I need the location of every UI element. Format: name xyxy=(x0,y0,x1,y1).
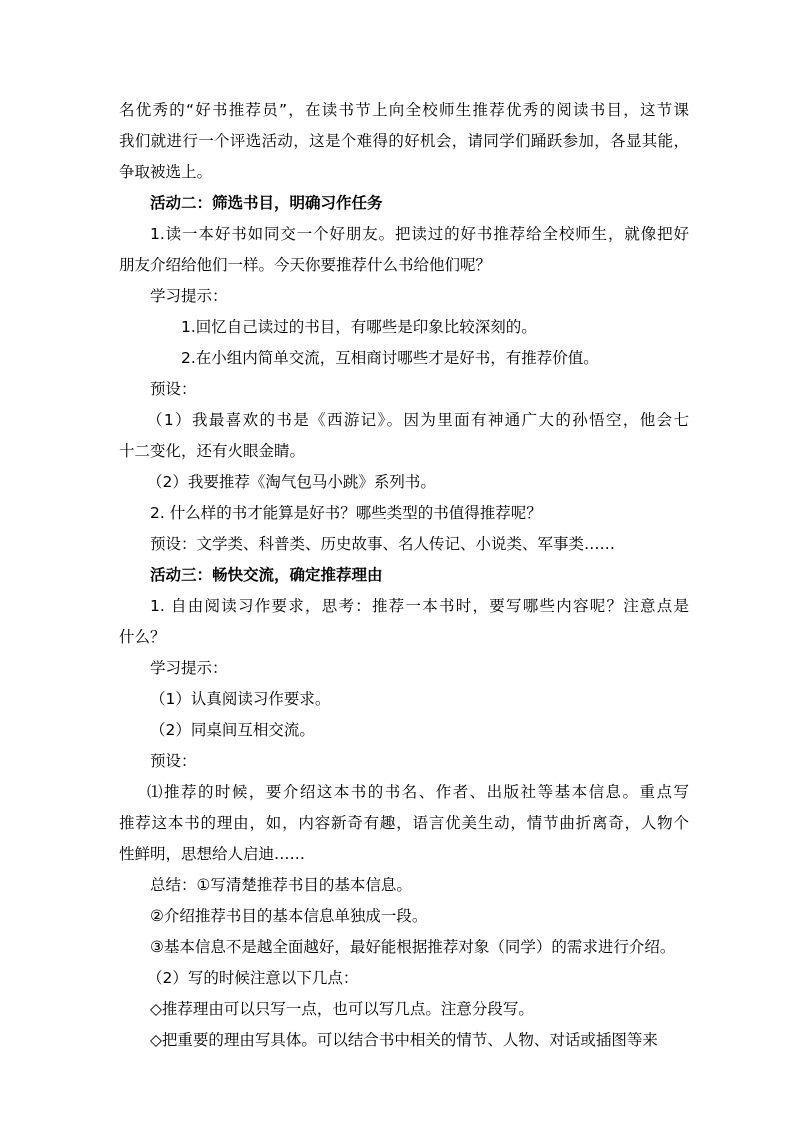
bullet-line: ◇推荐理由可以只写一点，也可以写几点。注意分段写。 xyxy=(150,1000,534,1018)
preset-label: 预设： xyxy=(150,380,197,398)
hint-item: 2.在小组内简单交流，互相商讨哪些才是好书，有推荐价值。 xyxy=(181,349,599,367)
paragraph-line: 朋友介绍给他们一样。今天你要推荐什么书给他们呢？ xyxy=(119,256,492,274)
paragraph-line: 推荐这本书的理由，如，内容新奇有趣，语言优美生动，情节曲折离奇，人物个 xyxy=(119,814,689,832)
paragraph-line: ⑴推荐的时候，要介绍这本书的书名、作者、出版社等基本信息。重点写 xyxy=(147,783,689,801)
hint-item: 1.回忆自己读过的书目，有哪些是印象比较深刻的。 xyxy=(181,318,537,336)
paragraph-line: （2）写的时候注意以下几点： xyxy=(147,969,359,987)
document-body xyxy=(119,95,689,1056)
paragraph-line: 1.读一本好书如同交一个好朋友。把读过的好书推荐给全校师生，就像把好 xyxy=(150,225,689,243)
paragraph-line: 名优秀的“好书推荐员”，在读书节上向全校师生推荐优秀的阅读书目，这节课 xyxy=(119,101,689,119)
paragraph-line: 2. 什么样的书才能算是好书？哪些类型的书值得推荐呢？ xyxy=(150,504,542,522)
preset-label: 预设： xyxy=(150,752,197,770)
paragraph-line: （1）我最喜欢的书是《西游记》。因为里面有神通广大的孙悟空，他会七 xyxy=(147,411,689,429)
hint-item: （1）认真阅读习作要求。 xyxy=(150,690,331,708)
hint-label: 学习提示： xyxy=(150,287,228,305)
section-heading: 活动三：畅快交流，确定推荐理由 xyxy=(150,566,383,584)
paragraph-line: 我们就进行一个评选活动，这是个难得的好机会，请同学们踊跃参加，各显其能， xyxy=(119,132,689,150)
paragraph-line: 1. 自由阅读习作要求，思考：推荐一本书时，要写哪些内容呢？注意点是 xyxy=(150,597,689,615)
hint-label: 学习提示： xyxy=(150,659,228,677)
paragraph-line: 性鲜明，思想给人启迪…… xyxy=(119,845,306,863)
bullet-line: ◇把重要的理由写具体。可以结合书中相关的情节、人物、对话或插图等来 xyxy=(150,1031,658,1049)
paragraph-line: （2）我要推荐《淘气包马小跳》系列书。 xyxy=(147,473,436,491)
summary-line: ③基本信息不是越全面越好，最好能根据推荐对象（同学）的需求进行介绍。 xyxy=(150,938,676,956)
paragraph-line: 预设：文学类、科普类、历史故事、名人传记、小说类、军事类…… xyxy=(150,535,616,553)
paragraph-line: 十二变化，还有火眼金睛。 xyxy=(119,442,306,460)
hint-item: （2）同桌间互相交流。 xyxy=(150,721,315,739)
section-heading: 活动二：筛选书目，明确习作任务 xyxy=(150,194,383,212)
paragraph-line: 什么？ xyxy=(119,628,166,646)
summary-line: 总结：①写清楚推荐书目的基本信息。 xyxy=(150,876,412,894)
summary-line: ②介绍推荐书目的基本信息单独成一段。 xyxy=(150,907,428,925)
paragraph-line: 争取被选上。 xyxy=(119,163,213,181)
